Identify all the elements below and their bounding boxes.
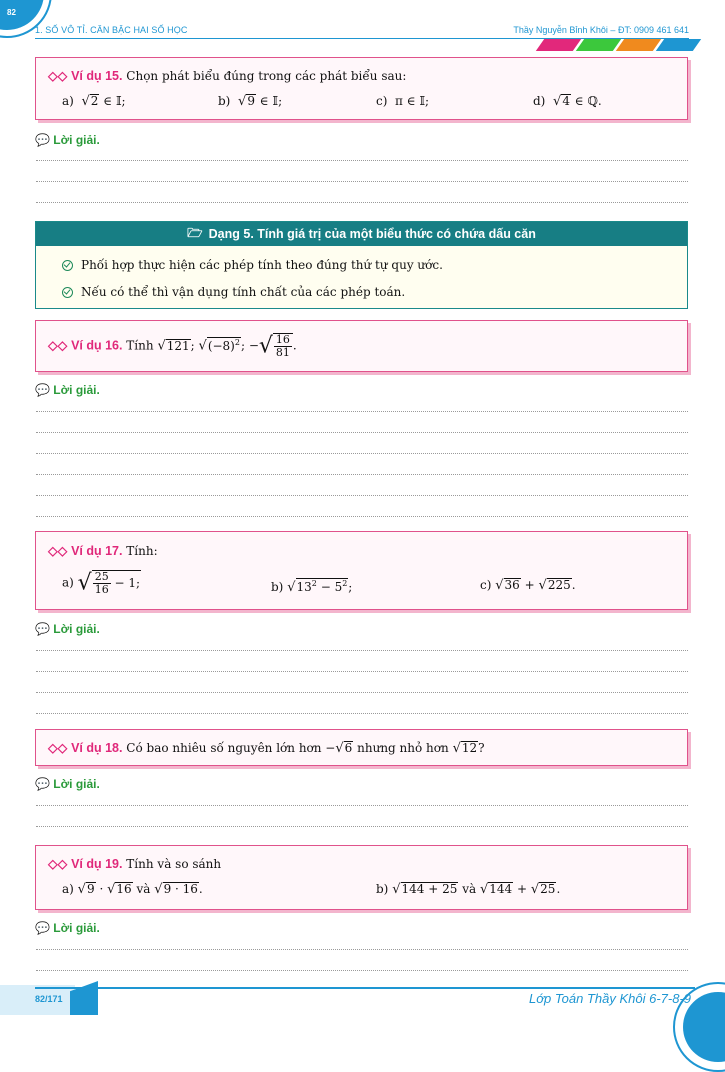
option-a: a) √ $\frac{25}{16}$ − 1; <box>62 570 141 597</box>
answer-line <box>36 453 688 454</box>
example-17-header: ◇◇ Ví dụ 17. Tính: <box>48 544 158 558</box>
diamond-icon: ◇◇ <box>48 741 68 755</box>
example-17-title: Ví dụ 17. <box>71 544 123 558</box>
option-a: a) √2 ∈ 𝕀; <box>62 94 126 109</box>
folder-icon: 🗁 <box>187 225 203 240</box>
answer-line <box>36 411 688 412</box>
author-contact: Thầy Nguyễn Bỉnh Khôi – ĐT: 0909 461 641 <box>513 25 689 35</box>
chapter-title: 1. SỐ VÔ TỈ. CĂN BẬC HAI SỐ HỌC <box>35 25 188 35</box>
diamond-icon: ◇◇ <box>48 544 68 558</box>
option-c: c) √36 + √225. <box>480 578 576 593</box>
answer-line <box>36 160 688 161</box>
speech-bubble-icon: 💬 <box>35 383 50 397</box>
stripe <box>616 39 661 51</box>
answer-line <box>36 671 688 672</box>
stripe <box>536 39 581 51</box>
example-15-title: Ví dụ 15. <box>71 69 123 83</box>
example-15-box <box>35 57 688 120</box>
speech-bubble-icon: 💬 <box>35 133 50 147</box>
speech-bubble-icon: 💬 <box>35 921 50 935</box>
answer-line <box>36 826 688 827</box>
solution-label: 💬 Lời giải. <box>35 133 100 147</box>
diamond-icon: ◇◇ <box>48 857 68 871</box>
stripe <box>656 39 701 51</box>
example-17-box <box>35 531 688 610</box>
example-18-box <box>35 729 688 766</box>
answer-line <box>36 516 688 517</box>
option-b: b) $√13^2 - 5^2$; <box>271 579 353 595</box>
method-item: Phối hợp thực hiện các phép tính theo đúng thứ tự quy ước. <box>62 258 443 272</box>
example-15-prompt: Chọn phát biểu đúng trong các phát biểu sau: <box>126 69 407 83</box>
footer-page-number: 82/171 <box>35 994 63 1004</box>
answer-line <box>36 202 688 203</box>
option-c: c) π ∈ 𝕀; <box>376 94 430 108</box>
example-19-box <box>35 845 688 910</box>
answer-line <box>36 713 688 714</box>
example-16-box <box>35 320 688 372</box>
option-a: a) √9 · √16 và √9 · 16. <box>62 882 203 897</box>
solution-label: 💬 Lời giải. <box>35 777 100 791</box>
check-circle-icon <box>62 260 73 271</box>
header-stripes <box>540 39 697 51</box>
solution-label: 💬 Lời giải. <box>35 921 100 935</box>
solution-label: 💬 Lời giải. <box>35 622 100 636</box>
example-16-content: ◇◇ Ví dụ 16. Tính √121; $√(-8)^2$; −√ $\frac{16}{81}$ . <box>48 333 297 360</box>
method-title: Dạng 5. Tính giá trị của một biểu thức có chứa dấu căn <box>208 227 536 241</box>
option-d: d) √4 ∈ ℚ. <box>533 94 602 109</box>
answer-line <box>36 805 688 806</box>
answer-line <box>36 650 688 651</box>
answer-line <box>36 474 688 475</box>
method-item: Nếu có thể thì vận dụng tính chất của các phép toán. <box>62 285 405 299</box>
solution-label: 💬 Lời giải. <box>35 383 100 397</box>
speech-bubble-icon: 💬 <box>35 777 50 791</box>
example-18-title: Ví dụ 18. <box>71 741 123 755</box>
example-16-title: Ví dụ 16. <box>71 338 123 353</box>
speech-bubble-icon: 💬 <box>35 622 50 636</box>
option-b: b) √9 ∈ 𝕀; <box>218 94 283 109</box>
page-number: 82 <box>7 8 16 17</box>
check-circle-icon <box>62 287 73 298</box>
answer-line <box>36 432 688 433</box>
answer-line <box>36 970 688 971</box>
diamond-icon: ◇◇ <box>48 338 68 353</box>
example-19-header: ◇◇ Ví dụ 19. Tính và so sánh <box>48 857 222 871</box>
answer-line <box>36 949 688 950</box>
diamond-icon: ◇◇ <box>48 69 68 83</box>
stripe <box>576 39 621 51</box>
footer-brand: Lớp Toán Thầy Khôi 6-7-8-9 <box>528 991 691 1006</box>
example-18-content: ◇◇ Ví dụ 18. Có bao nhiêu số nguyên lớn hơn −√6 nhưng nhỏ hơn √12? <box>48 741 485 756</box>
option-b: b) √144 + 25 và √144 + √25. <box>376 882 561 897</box>
footer-rule <box>35 987 695 989</box>
method-box <box>35 221 688 309</box>
example-19-title: Ví dụ 19. <box>71 857 123 871</box>
example-15-header <box>48 68 406 83</box>
answer-line <box>36 181 688 182</box>
answer-line <box>36 692 688 693</box>
answer-line <box>36 495 688 496</box>
method-header <box>36 222 687 246</box>
